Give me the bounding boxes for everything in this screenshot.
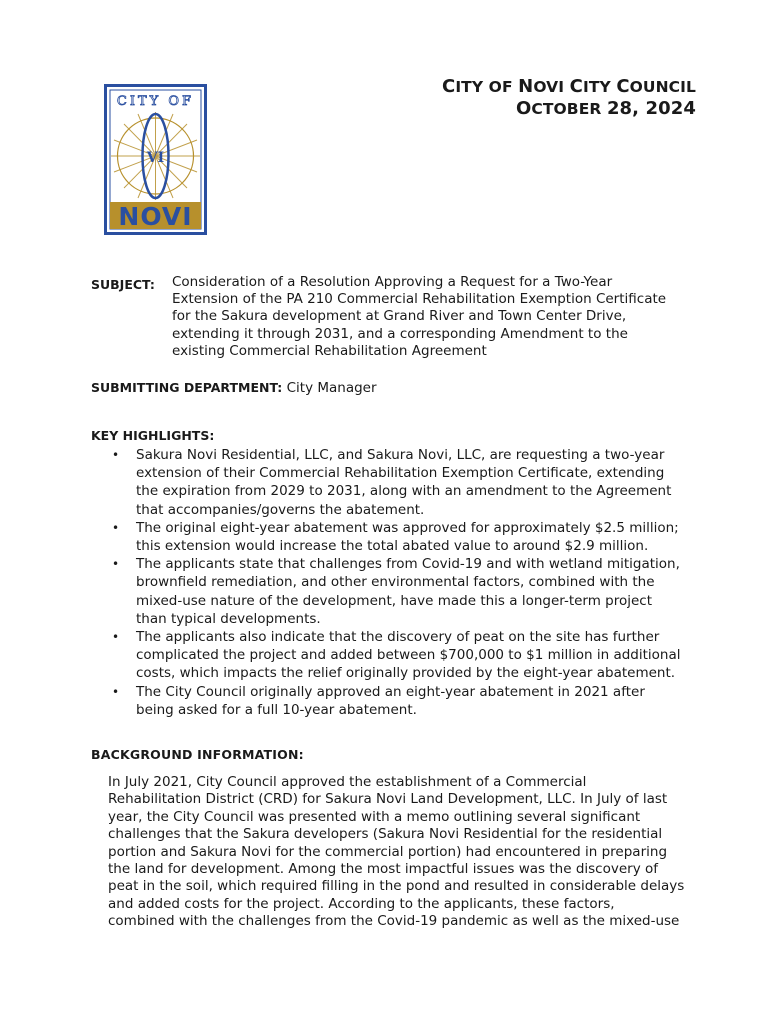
background-heading: BACKGROUND INFORMATION: [91, 747, 304, 762]
header-cap: C [442, 76, 456, 97]
list-item [136, 628, 696, 683]
key-highlights-heading: KEY HIGHLIGHTS: [91, 428, 215, 443]
paragraph-line: portion and Sakura Novi for the commercial portion) had encountered in preparing [108, 843, 668, 860]
department-label: SUBMITTING DEPARTMENT: [91, 380, 283, 395]
list-item-line: mixed-use nature of the development, have made this a longer-term project [136, 592, 653, 609]
header-cap: C [616, 76, 630, 97]
list-item [136, 446, 696, 519]
list-item-line: • The applicants also indicate that the discovery of peat on the site has further [136, 629, 660, 646]
city-seal-graphic [104, 84, 207, 235]
list-item [136, 683, 696, 719]
list-item-line: this extension would increase the total abated value to around $2.9 million. [136, 538, 649, 555]
subject-line: existing Commercial Rehabilitation Agreement [172, 342, 487, 359]
header-council-line [442, 76, 696, 98]
header-smallcaps: OUNCIL [629, 78, 696, 96]
paragraph-line: challenges that the Sakura developers (Sakura Novi Residential for the residential [108, 826, 663, 843]
submitting-department [91, 380, 377, 396]
list-item-line: that accompanies/governs the abatement. [136, 501, 425, 518]
city-of-novi-logo [104, 84, 207, 235]
background-paragraph [108, 774, 708, 931]
list-item [136, 519, 696, 555]
department-value: City Manager [286, 380, 377, 396]
subject-line: Extension of the PA 210 Commercial Rehabilitation Exemption Certificate [172, 291, 667, 308]
paragraph-line: combined with the challenges from the Covid-19 pandemic as well as the mixed-use [108, 913, 680, 930]
logo-top-text: CITY OF [116, 94, 195, 109]
header-smallcaps: CTOBER [531, 100, 607, 118]
list-item-line: brownfield remediation, and other environmental factors, combined with the [136, 574, 655, 591]
header-smallcaps: OVI [533, 78, 570, 96]
header-smallcaps: ITY [582, 78, 617, 96]
list-item-line: costs, which impacts the relief originally provided by the eight-year abatement. [136, 665, 676, 682]
list-item-line: complicated the project and added between $700,000 to $1 million in additional [136, 647, 681, 664]
logo-bottom-text: NOVI [118, 202, 193, 231]
list-item-line: • The applicants state that challenges from Covid-19 and with wetland mitigation, [136, 556, 680, 573]
header-cap: C [569, 76, 583, 97]
list-item-line: extension of their Commercial Rehabilitation Exemption Certificate, extending [136, 465, 665, 482]
list-item [136, 555, 696, 628]
header-cap: O [515, 98, 532, 119]
paragraph-line: Rehabilitation District (CRD) for Sakura Novi Land Development, LLC. In July of last [108, 791, 668, 808]
header-smallcaps: ITY OF [455, 78, 519, 96]
paragraph-line: year, the City Council was presented with a memo outlining several significant [108, 808, 641, 825]
list-item-line: than typical developments. [136, 610, 321, 627]
header-cap: N [518, 76, 534, 97]
list-item-line: being asked for a full 10-year abatement. [136, 701, 417, 718]
subject-label: SUBJECT: [91, 277, 155, 292]
list-item-line: the expiration from 2029 to 2031, along with an amendment to the Agreement [136, 483, 672, 500]
subject-line: extending it through 2031, and a corresponding Amendment to the [172, 325, 628, 342]
paragraph-line: and added costs for the project. According to the applicants, these factors, [108, 895, 615, 912]
document-header [442, 76, 696, 120]
list-item-line: • Sakura Novi Residential, LLC, and Sakura Novi, LLC, are requesting a two-year [136, 447, 665, 463]
list-item-line: • The City Council originally approved an eight-year abatement in 2021 after [136, 683, 645, 700]
paragraph-line: In July 2021, City Council approved the establishment of a Commercial [108, 774, 587, 790]
header-date-line [442, 98, 696, 120]
subject-text [172, 274, 682, 360]
key-highlights-list [136, 446, 696, 719]
subject-line: for the Sakura development at Grand River and Town Center Drive, [172, 308, 627, 325]
list-item-line: • The original eight-year abatement was approved for approximately $2.5 million; [136, 519, 679, 536]
paragraph-line: the land for development. Among the most impactful issues was the discovery of [108, 861, 658, 878]
header-date-number: 28, 2024 [606, 98, 696, 119]
subject-line: Consideration of a Resolution Approving a Request for a Two-Year [172, 274, 613, 290]
paragraph-line: peat in the soil, which required filling in the pond and resulted in considerable delays [108, 878, 685, 895]
logo-monogram: VI [146, 150, 165, 166]
